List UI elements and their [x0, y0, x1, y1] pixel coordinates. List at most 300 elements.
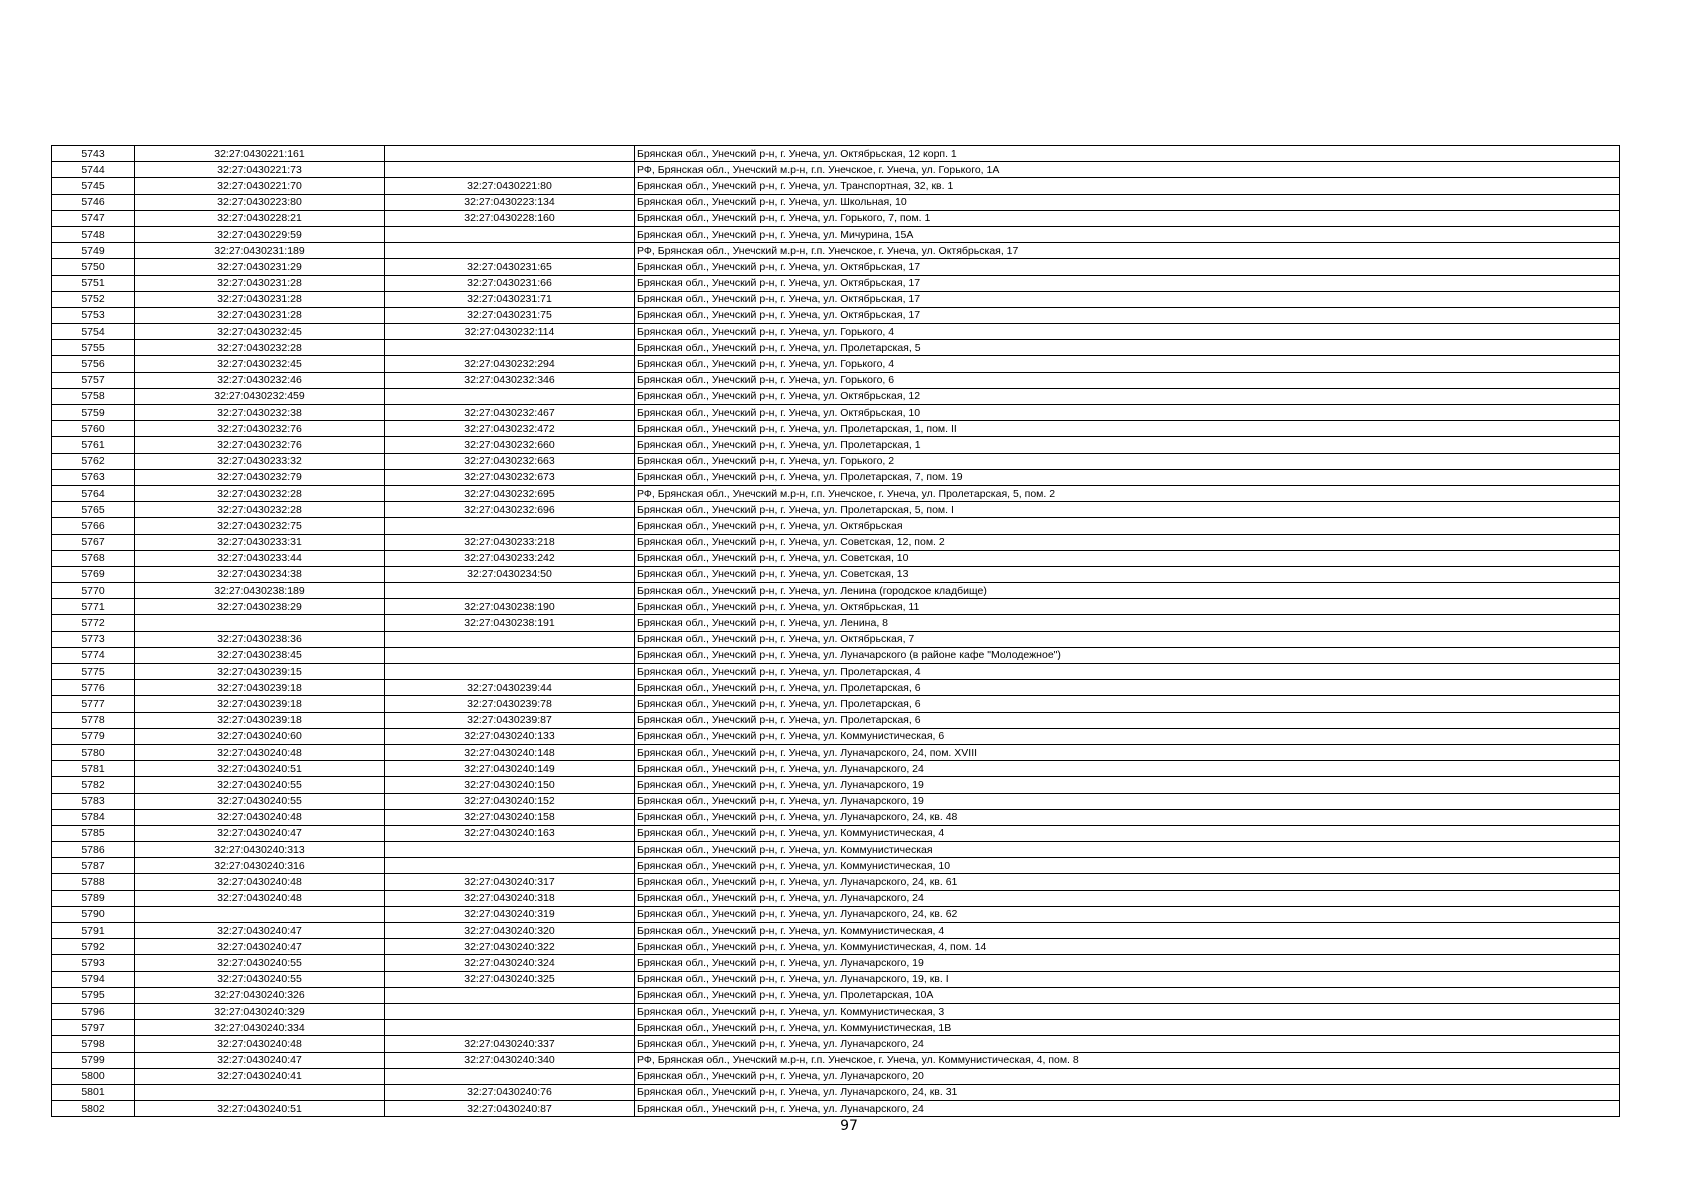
parent-cadastral-number-cell: 32:27:0430240:158 — [385, 809, 635, 825]
row-number-cell: 5763 — [52, 469, 135, 485]
address-cell: Брянская обл., Унечский р-н, г. Унеча, ул. Пролетарская, 5, пом. I — [635, 502, 1620, 518]
parent-cadastral-number-cell: 32:27:0430231:71 — [385, 291, 635, 307]
table-row — [52, 307, 1620, 323]
table-row — [52, 146, 1620, 162]
parent-cadastral-number-cell: 32:27:0430240:337 — [385, 1036, 635, 1052]
row-number-cell: 5787 — [52, 858, 135, 874]
address-cell: Брянская обл., Унечский р-н, г. Унеча, ул. Пролетарская, 5 — [635, 340, 1620, 356]
parent-cadastral-number-cell — [385, 987, 635, 1003]
table-row — [52, 825, 1620, 841]
parent-cadastral-number-cell: 32:27:0430240:152 — [385, 793, 635, 809]
address-cell: Брянская обл., Унечский р-н, г. Унеча, ул. Горького, 4 — [635, 324, 1620, 340]
cadastral-number-cell: 32:27:0430232:459 — [135, 388, 385, 404]
cadastral-number-cell: 32:27:0430238:29 — [135, 599, 385, 615]
address-cell: Брянская обл., Унечский р-н, г. Унеча, ул. Пролетарская, 10А — [635, 987, 1620, 1003]
cadastral-number-cell: 32:27:0430240:47 — [135, 1052, 385, 1068]
parent-cadastral-number-cell: 32:27:0430240:150 — [385, 777, 635, 793]
parent-cadastral-number-cell: 32:27:0430232:660 — [385, 437, 635, 453]
row-number-cell: 5746 — [52, 194, 135, 210]
row-number-cell: 5785 — [52, 825, 135, 841]
cadastral-number-cell: 32:27:0430238:45 — [135, 647, 385, 663]
table-row — [52, 372, 1620, 388]
parent-cadastral-number-cell: 32:27:0430234:50 — [385, 566, 635, 582]
table-row — [52, 955, 1620, 971]
row-number-cell: 5800 — [52, 1068, 135, 1084]
parent-cadastral-number-cell: 32:27:0430240:322 — [385, 939, 635, 955]
row-number-cell: 5792 — [52, 939, 135, 955]
address-cell: Брянская обл., Унечский р-н, г. Унеча, ул. Коммунистическая, 10 — [635, 858, 1620, 874]
cadastral-number-cell: 32:27:0430240:313 — [135, 842, 385, 858]
table-row — [52, 664, 1620, 680]
table-row — [52, 906, 1620, 922]
table-row — [52, 259, 1620, 275]
address-cell: РФ, Брянская обл., Унечский м.р-н, г.п. Унечское, г. Унеча, ул. Горького, 1А — [635, 162, 1620, 178]
cadastral-number-cell: 32:27:0430232:79 — [135, 469, 385, 485]
table-row — [52, 777, 1620, 793]
table-row — [52, 680, 1620, 696]
parent-cadastral-number-cell: 32:27:0430232:294 — [385, 356, 635, 372]
parent-cadastral-number-cell: 32:27:0430232:695 — [385, 485, 635, 501]
table-row — [52, 1052, 1620, 1068]
table-row — [52, 647, 1620, 663]
cadastral-number-cell: 32:27:0430234:38 — [135, 566, 385, 582]
parent-cadastral-number-cell: 32:27:0430239:44 — [385, 680, 635, 696]
address-cell: Брянская обл., Унечский р-н, г. Унеча, ул. Луначарского, 19 — [635, 955, 1620, 971]
cadastral-number-cell: 32:27:0430232:28 — [135, 340, 385, 356]
cadastral-number-cell: 32:27:0430221:73 — [135, 162, 385, 178]
table-row — [52, 453, 1620, 469]
parent-cadastral-number-cell — [385, 647, 635, 663]
parent-cadastral-number-cell: 32:27:0430231:65 — [385, 259, 635, 275]
address-cell: Брянская обл., Унечский р-н, г. Унеча, ул. Горького, 2 — [635, 453, 1620, 469]
table-row — [52, 631, 1620, 647]
address-cell: Брянская обл., Унечский р-н, г. Унеча, ул. Горького, 7, пом. 1 — [635, 210, 1620, 226]
address-cell: Брянская обл., Унечский р-н, г. Унеча, ул. Школьная, 10 — [635, 194, 1620, 210]
table-row — [52, 388, 1620, 404]
table-row — [52, 194, 1620, 210]
row-number-cell: 5768 — [52, 550, 135, 566]
cadastral-number-cell: 32:27:0430232:45 — [135, 324, 385, 340]
row-number-cell: 5758 — [52, 388, 135, 404]
cadastral-number-cell: 32:27:0430240:51 — [135, 761, 385, 777]
row-number-cell: 5794 — [52, 971, 135, 987]
table-row — [52, 971, 1620, 987]
address-cell: Брянская обл., Унечский р-н, г. Унеча, ул. Луначарского, 24 — [635, 890, 1620, 906]
cadastral-number-cell: 32:27:0430240:55 — [135, 955, 385, 971]
parent-cadastral-number-cell: 32:27:0430240:317 — [385, 874, 635, 890]
row-number-cell: 5776 — [52, 680, 135, 696]
row-number-cell: 5793 — [52, 955, 135, 971]
row-number-cell: 5777 — [52, 696, 135, 712]
parent-cadastral-number-cell — [385, 583, 635, 599]
row-number-cell: 5765 — [52, 502, 135, 518]
table-row — [52, 615, 1620, 631]
parent-cadastral-number-cell: 32:27:0430232:114 — [385, 324, 635, 340]
page-number: 97 — [840, 1118, 858, 1134]
cadastral-number-cell: 32:27:0430240:48 — [135, 1036, 385, 1052]
row-number-cell: 5753 — [52, 307, 135, 323]
address-cell: Брянская обл., Унечский р-н, г. Унеча, ул. Коммунистическая, 4 — [635, 825, 1620, 841]
parent-cadastral-number-cell: 32:27:0430232:696 — [385, 502, 635, 518]
table-row — [52, 1003, 1620, 1019]
address-cell: Брянская обл., Унечский р-н, г. Унеча, ул. Луначарского, 19 — [635, 777, 1620, 793]
cadastral-number-cell: 32:27:0430238:189 — [135, 583, 385, 599]
table-row — [52, 243, 1620, 259]
address-cell: Брянская обл., Унечский р-н, г. Унеча, ул. Луначарского, 19, кв. I — [635, 971, 1620, 987]
table-row — [52, 712, 1620, 728]
row-number-cell: 5747 — [52, 210, 135, 226]
parent-cadastral-number-cell: 32:27:0430232:472 — [385, 421, 635, 437]
cadastral-number-cell: 32:27:0430240:47 — [135, 939, 385, 955]
row-number-cell: 5798 — [52, 1036, 135, 1052]
address-cell: Брянская обл., Унечский р-н, г. Унеча, ул. Октябрьская, 10 — [635, 405, 1620, 421]
row-number-cell: 5791 — [52, 923, 135, 939]
parent-cadastral-number-cell: 32:27:0430232:346 — [385, 372, 635, 388]
parent-cadastral-number-cell: 32:27:0430240:87 — [385, 1101, 635, 1117]
row-number-cell: 5744 — [52, 162, 135, 178]
parent-cadastral-number-cell: 32:27:0430240:319 — [385, 906, 635, 922]
table-row — [52, 923, 1620, 939]
address-cell: Брянская обл., Унечский р-н, г. Унеча, ул. Горького, 6 — [635, 372, 1620, 388]
table-row — [52, 324, 1620, 340]
table-row — [52, 437, 1620, 453]
parent-cadastral-number-cell: 32:27:0430240:149 — [385, 761, 635, 777]
row-number-cell: 5749 — [52, 243, 135, 259]
cadastral-number-cell: 32:27:0430239:18 — [135, 696, 385, 712]
address-cell: Брянская обл., Унечский р-н, г. Унеча, ул. Советская, 12, пом. 2 — [635, 534, 1620, 550]
table-row — [52, 291, 1620, 307]
parent-cadastral-number-cell — [385, 664, 635, 680]
cadastral-number-cell: 32:27:0430240:51 — [135, 1101, 385, 1117]
table-row — [52, 987, 1620, 1003]
table-row — [52, 939, 1620, 955]
address-cell: РФ, Брянская обл., Унечский м.р-н, г.п. Унечское, г. Унеча, ул. Пролетарская, 5, пом. 2 — [635, 485, 1620, 501]
cadastral-number-cell: 32:27:0430232:76 — [135, 421, 385, 437]
row-number-cell: 5797 — [52, 1020, 135, 1036]
table-row — [52, 1020, 1620, 1036]
records-table-body — [52, 146, 1620, 1117]
row-number-cell: 5795 — [52, 987, 135, 1003]
address-cell: Брянская обл., Унечский р-н, г. Унеча, ул. Коммунистическая, 6 — [635, 728, 1620, 744]
parent-cadastral-number-cell — [385, 226, 635, 242]
cadastral-number-cell — [135, 615, 385, 631]
address-cell: Брянская обл., Унечский р-н, г. Унеча, ул. Октябрьская, 11 — [635, 599, 1620, 615]
address-cell: Брянская обл., Унечский р-н, г. Унеча, ул. Советская, 10 — [635, 550, 1620, 566]
row-number-cell: 5799 — [52, 1052, 135, 1068]
address-cell: Брянская обл., Унечский р-н, г. Унеча, ул. Октябрьская, 17 — [635, 275, 1620, 291]
table-row — [52, 744, 1620, 760]
parent-cadastral-number-cell — [385, 1068, 635, 1084]
address-cell: Брянская обл., Унечский р-н, г. Унеча, ул. Октябрьская, 12 — [635, 388, 1620, 404]
cadastral-number-cell: 32:27:0430240:326 — [135, 987, 385, 1003]
cadastral-number-cell: 32:27:0430231:29 — [135, 259, 385, 275]
address-cell: Брянская обл., Унечский р-н, г. Унеча, ул. Луначарского, 19 — [635, 793, 1620, 809]
address-cell: Брянская обл., Унечский р-н, г. Унеча, ул. Коммунистическая, 1В — [635, 1020, 1620, 1036]
table-row — [52, 842, 1620, 858]
address-cell: Брянская обл., Унечский р-н, г. Унеча, ул. Горького, 4 — [635, 356, 1620, 372]
table-row — [52, 793, 1620, 809]
cadastral-number-cell: 32:27:0430240:316 — [135, 858, 385, 874]
table-row — [52, 210, 1620, 226]
parent-cadastral-number-cell: 32:27:0430232:467 — [385, 405, 635, 421]
table-row — [52, 518, 1620, 534]
row-number-cell: 5778 — [52, 712, 135, 728]
cadastral-number-cell: 32:27:0430232:38 — [135, 405, 385, 421]
row-number-cell: 5756 — [52, 356, 135, 372]
address-cell: Брянская обл., Унечский р-н, г. Унеча, ул. Пролетарская, 6 — [635, 696, 1620, 712]
cadastral-number-cell: 32:27:0430240:55 — [135, 777, 385, 793]
parent-cadastral-number-cell — [385, 858, 635, 874]
parent-cadastral-number-cell: 32:27:0430233:242 — [385, 550, 635, 566]
cadastral-number-cell: 32:27:0430240:334 — [135, 1020, 385, 1036]
address-cell: Брянская обл., Унечский р-н, г. Унеча, ул. Луначарского, 24, кв. 48 — [635, 809, 1620, 825]
row-number-cell: 5782 — [52, 777, 135, 793]
table-row — [52, 340, 1620, 356]
address-cell: Брянская обл., Унечский р-н, г. Унеча, ул. Пролетарская, 4 — [635, 664, 1620, 680]
cadastral-number-cell: 32:27:0430228:21 — [135, 210, 385, 226]
address-cell: Брянская обл., Унечский р-н, г. Унеча, ул. Коммунистическая, 4 — [635, 923, 1620, 939]
cadastral-number-cell: 32:27:0430231:28 — [135, 307, 385, 323]
table-row — [52, 858, 1620, 874]
table-row — [52, 1084, 1620, 1100]
table-row — [52, 469, 1620, 485]
parent-cadastral-number-cell: 32:27:0430240:340 — [385, 1052, 635, 1068]
table-row — [52, 1036, 1620, 1052]
table-row — [52, 550, 1620, 566]
table-row — [52, 874, 1620, 890]
table-row — [52, 502, 1620, 518]
table-row — [52, 696, 1620, 712]
address-cell: Брянская обл., Унечский р-н, г. Унеча, ул. Октябрьская, 17 — [635, 307, 1620, 323]
cadastral-number-cell: 32:27:0430240:47 — [135, 923, 385, 939]
row-number-cell: 5769 — [52, 566, 135, 582]
row-number-cell: 5761 — [52, 437, 135, 453]
row-number-cell: 5764 — [52, 485, 135, 501]
address-cell: Брянская обл., Унечский р-н, г. Унеча, ул. Ленина, 8 — [635, 615, 1620, 631]
parent-cadastral-number-cell: 32:27:0430238:191 — [385, 615, 635, 631]
table-row — [52, 178, 1620, 194]
address-cell: Брянская обл., Унечский р-н, г. Унеча, ул. Луначарского (в районе кафе "Молодежное") — [635, 647, 1620, 663]
row-number-cell: 5796 — [52, 1003, 135, 1019]
row-number-cell: 5771 — [52, 599, 135, 615]
parent-cadastral-number-cell: 32:27:0430240:133 — [385, 728, 635, 744]
row-number-cell: 5754 — [52, 324, 135, 340]
address-cell: Брянская обл., Унечский р-н, г. Унеча, ул. Луначарского, 24 — [635, 761, 1620, 777]
address-cell: Брянская обл., Унечский р-н, г. Унеча, ул. Луначарского, 24, пом. XVIII — [635, 744, 1620, 760]
cadastral-number-cell: 32:27:0430240:48 — [135, 890, 385, 906]
table-row — [52, 405, 1620, 421]
address-cell: Брянская обл., Унечский р-н, г. Унеча, ул. Октябрьская, 17 — [635, 259, 1620, 275]
row-number-cell: 5773 — [52, 631, 135, 647]
address-cell: Брянская обл., Унечский р-н, г. Унеча, ул. Коммунистическая — [635, 842, 1620, 858]
row-number-cell: 5781 — [52, 761, 135, 777]
row-number-cell: 5748 — [52, 226, 135, 242]
row-number-cell: 5802 — [52, 1101, 135, 1117]
cadastral-number-cell: 32:27:0430240:47 — [135, 825, 385, 841]
address-cell: Брянская обл., Унечский р-н, г. Унеча, ул. Октябрьская — [635, 518, 1620, 534]
row-number-cell: 5767 — [52, 534, 135, 550]
parent-cadastral-number-cell — [385, 518, 635, 534]
row-number-cell: 5772 — [52, 615, 135, 631]
address-cell: Брянская обл., Унечский р-н, г. Унеча, ул. Коммунистическая, 3 — [635, 1003, 1620, 1019]
cadastral-number-cell: 32:27:0430223:80 — [135, 194, 385, 210]
cadastral-number-cell: 32:27:0430240:41 — [135, 1068, 385, 1084]
cadastral-number-cell: 32:27:0430240:48 — [135, 809, 385, 825]
cadastral-number-cell: 32:27:0430238:36 — [135, 631, 385, 647]
address-cell: Брянская обл., Унечский р-н, г. Унеча, ул. Луначарского, 24, кв. 61 — [635, 874, 1620, 890]
cadastral-number-cell — [135, 1084, 385, 1100]
row-number-cell: 5775 — [52, 664, 135, 680]
table-row — [52, 809, 1620, 825]
address-cell: Брянская обл., Унечский р-н, г. Унеча, ул. Транспортная, 32, кв. 1 — [635, 178, 1620, 194]
cadastral-number-cell: 32:27:0430221:70 — [135, 178, 385, 194]
parent-cadastral-number-cell — [385, 243, 635, 259]
cadastral-number-cell: 32:27:0430233:32 — [135, 453, 385, 469]
parent-cadastral-number-cell: 32:27:0430221:80 — [385, 178, 635, 194]
parent-cadastral-number-cell: 32:27:0430233:218 — [385, 534, 635, 550]
row-number-cell: 5751 — [52, 275, 135, 291]
table-row — [52, 421, 1620, 437]
address-cell: Брянская обл., Унечский р-н, г. Унеча, ул. Пролетарская, 1 — [635, 437, 1620, 453]
parent-cadastral-number-cell — [385, 631, 635, 647]
table-row — [52, 890, 1620, 906]
cadastral-number-cell: 32:27:0430240:48 — [135, 874, 385, 890]
records-table — [51, 145, 1620, 1117]
address-cell: РФ, Брянская обл., Унечский м.р-н, г.п. Унечское, г. Унеча, ул. Коммунистическая, 4, пом. 8 — [635, 1052, 1620, 1068]
table-row — [52, 534, 1620, 550]
cadastral-number-cell: 32:27:0430232:75 — [135, 518, 385, 534]
cadastral-number-cell: 32:27:0430240:329 — [135, 1003, 385, 1019]
parent-cadastral-number-cell — [385, 1020, 635, 1036]
parent-cadastral-number-cell: 32:27:0430240:318 — [385, 890, 635, 906]
parent-cadastral-number-cell: 32:27:0430238:190 — [385, 599, 635, 615]
address-cell: Брянская обл., Унечский р-н, г. Унеча, ул. Луначарского, 24 — [635, 1101, 1620, 1117]
cadastral-number-cell: 32:27:0430231:28 — [135, 275, 385, 291]
address-cell: Брянская обл., Унечский р-н, г. Унеча, ул. Луначарского, 24 — [635, 1036, 1620, 1052]
table-row — [52, 485, 1620, 501]
row-number-cell: 5790 — [52, 906, 135, 922]
cadastral-number-cell: 32:27:0430240:55 — [135, 793, 385, 809]
table-row — [52, 356, 1620, 372]
address-cell: Брянская обл., Унечский р-н, г. Унеча, ул. Пролетарская, 6 — [635, 712, 1620, 728]
row-number-cell: 5783 — [52, 793, 135, 809]
parent-cadastral-number-cell — [385, 388, 635, 404]
row-number-cell: 5788 — [52, 874, 135, 890]
cadastral-number-cell: 32:27:0430239:15 — [135, 664, 385, 680]
table-row — [52, 728, 1620, 744]
parent-cadastral-number-cell: 32:27:0430240:148 — [385, 744, 635, 760]
cadastral-number-cell: 32:27:0430232:45 — [135, 356, 385, 372]
table-row — [52, 566, 1620, 582]
parent-cadastral-number-cell — [385, 146, 635, 162]
parent-cadastral-number-cell: 32:27:0430240:324 — [385, 955, 635, 971]
address-cell: Брянская обл., Унечский р-н, г. Унеча, ул. Октябрьская, 17 — [635, 291, 1620, 307]
cadastral-number-cell: 32:27:0430239:18 — [135, 712, 385, 728]
table-row — [52, 1101, 1620, 1117]
cadastral-number-cell: 32:27:0430232:28 — [135, 485, 385, 501]
cadastral-number-cell: 32:27:0430232:46 — [135, 372, 385, 388]
row-number-cell: 5780 — [52, 744, 135, 760]
address-cell: Брянская обл., Унечский р-н, г. Унеча, ул. Октябрьская, 7 — [635, 631, 1620, 647]
cadastral-number-cell: 32:27:0430240:48 — [135, 744, 385, 760]
cadastral-number-cell: 32:27:0430240:60 — [135, 728, 385, 744]
parent-cadastral-number-cell: 32:27:0430231:75 — [385, 307, 635, 323]
row-number-cell: 5755 — [52, 340, 135, 356]
row-number-cell: 5789 — [52, 890, 135, 906]
parent-cadastral-number-cell — [385, 340, 635, 356]
address-cell: Брянская обл., Унечский р-н, г. Унеча, ул. Луначарского, 24, кв. 62 — [635, 906, 1620, 922]
address-cell: Брянская обл., Унечский р-н, г. Унеча, ул. Октябрьская, 12 корп. 1 — [635, 146, 1620, 162]
parent-cadastral-number-cell — [385, 1003, 635, 1019]
row-number-cell: 5759 — [52, 405, 135, 421]
parent-cadastral-number-cell: 32:27:0430239:78 — [385, 696, 635, 712]
parent-cadastral-number-cell: 32:27:0430240:163 — [385, 825, 635, 841]
parent-cadastral-number-cell — [385, 842, 635, 858]
address-cell: Брянская обл., Унечский р-н, г. Унеча, ул. Пролетарская, 6 — [635, 680, 1620, 696]
row-number-cell: 5762 — [52, 453, 135, 469]
parent-cadastral-number-cell — [385, 162, 635, 178]
row-number-cell: 5743 — [52, 146, 135, 162]
cadastral-number-cell: 32:27:0430232:76 — [135, 437, 385, 453]
row-number-cell: 5774 — [52, 647, 135, 663]
table-row — [52, 599, 1620, 615]
address-cell: Брянская обл., Унечский р-н, г. Унеча, ул. Пролетарская, 7, пом. 19 — [635, 469, 1620, 485]
cadastral-number-cell: 32:27:0430231:28 — [135, 291, 385, 307]
address-cell: РФ, Брянская обл., Унечский м.р-н, г.п. Унечское, г. Унеча, ул. Октябрьская, 17 — [635, 243, 1620, 259]
parent-cadastral-number-cell: 32:27:0430232:673 — [385, 469, 635, 485]
row-number-cell: 5801 — [52, 1084, 135, 1100]
cadastral-number-cell: 32:27:0430232:28 — [135, 502, 385, 518]
row-number-cell: 5757 — [52, 372, 135, 388]
table-row — [52, 226, 1620, 242]
cadastral-number-cell: 32:27:0430221:161 — [135, 146, 385, 162]
address-cell: Брянская обл., Унечский р-н, г. Унеча, ул. Советская, 13 — [635, 566, 1620, 582]
parent-cadastral-number-cell: 32:27:0430240:325 — [385, 971, 635, 987]
parent-cadastral-number-cell: 32:27:0430240:76 — [385, 1084, 635, 1100]
row-number-cell: 5779 — [52, 728, 135, 744]
table-row — [52, 1068, 1620, 1084]
cadastral-number-cell: 32:27:0430233:44 — [135, 550, 385, 566]
row-number-cell: 5750 — [52, 259, 135, 275]
row-number-cell: 5760 — [52, 421, 135, 437]
row-number-cell: 5784 — [52, 809, 135, 825]
address-cell: Брянская обл., Унечский р-н, г. Унеча, ул. Мичурина, 15А — [635, 226, 1620, 242]
address-cell: Брянская обл., Унечский р-н, г. Унеча, ул. Луначарского, 20 — [635, 1068, 1620, 1084]
cadastral-number-cell: 32:27:0430229:59 — [135, 226, 385, 242]
table-row — [52, 583, 1620, 599]
parent-cadastral-number-cell: 32:27:0430223:134 — [385, 194, 635, 210]
parent-cadastral-number-cell: 32:27:0430240:320 — [385, 923, 635, 939]
parent-cadastral-number-cell: 32:27:0430231:66 — [385, 275, 635, 291]
parent-cadastral-number-cell: 32:27:0430232:663 — [385, 453, 635, 469]
address-cell: Брянская обл., Унечский р-н, г. Унеча, ул. Луначарского, 24, кв. 31 — [635, 1084, 1620, 1100]
row-number-cell: 5766 — [52, 518, 135, 534]
table-row — [52, 162, 1620, 178]
row-number-cell: 5745 — [52, 178, 135, 194]
cadastral-number-cell: 32:27:0430240:55 — [135, 971, 385, 987]
row-number-cell: 5786 — [52, 842, 135, 858]
table-row — [52, 761, 1620, 777]
address-cell: Брянская обл., Унечский р-н, г. Унеча, ул. Коммунистическая, 4, пом. 14 — [635, 939, 1620, 955]
address-cell: Брянская обл., Унечский р-н, г. Унеча, ул. Ленина (городское кладбище) — [635, 583, 1620, 599]
cadastral-number-cell: 32:27:0430231:189 — [135, 243, 385, 259]
cadastral-number-cell: 32:27:0430239:18 — [135, 680, 385, 696]
cadastral-number-cell — [135, 906, 385, 922]
address-cell: Брянская обл., Унечский р-н, г. Унеча, ул. Пролетарская, 1, пом. II — [635, 421, 1620, 437]
parent-cadastral-number-cell: 32:27:0430239:87 — [385, 712, 635, 728]
row-number-cell: 5752 — [52, 291, 135, 307]
cadastral-number-cell: 32:27:0430233:31 — [135, 534, 385, 550]
